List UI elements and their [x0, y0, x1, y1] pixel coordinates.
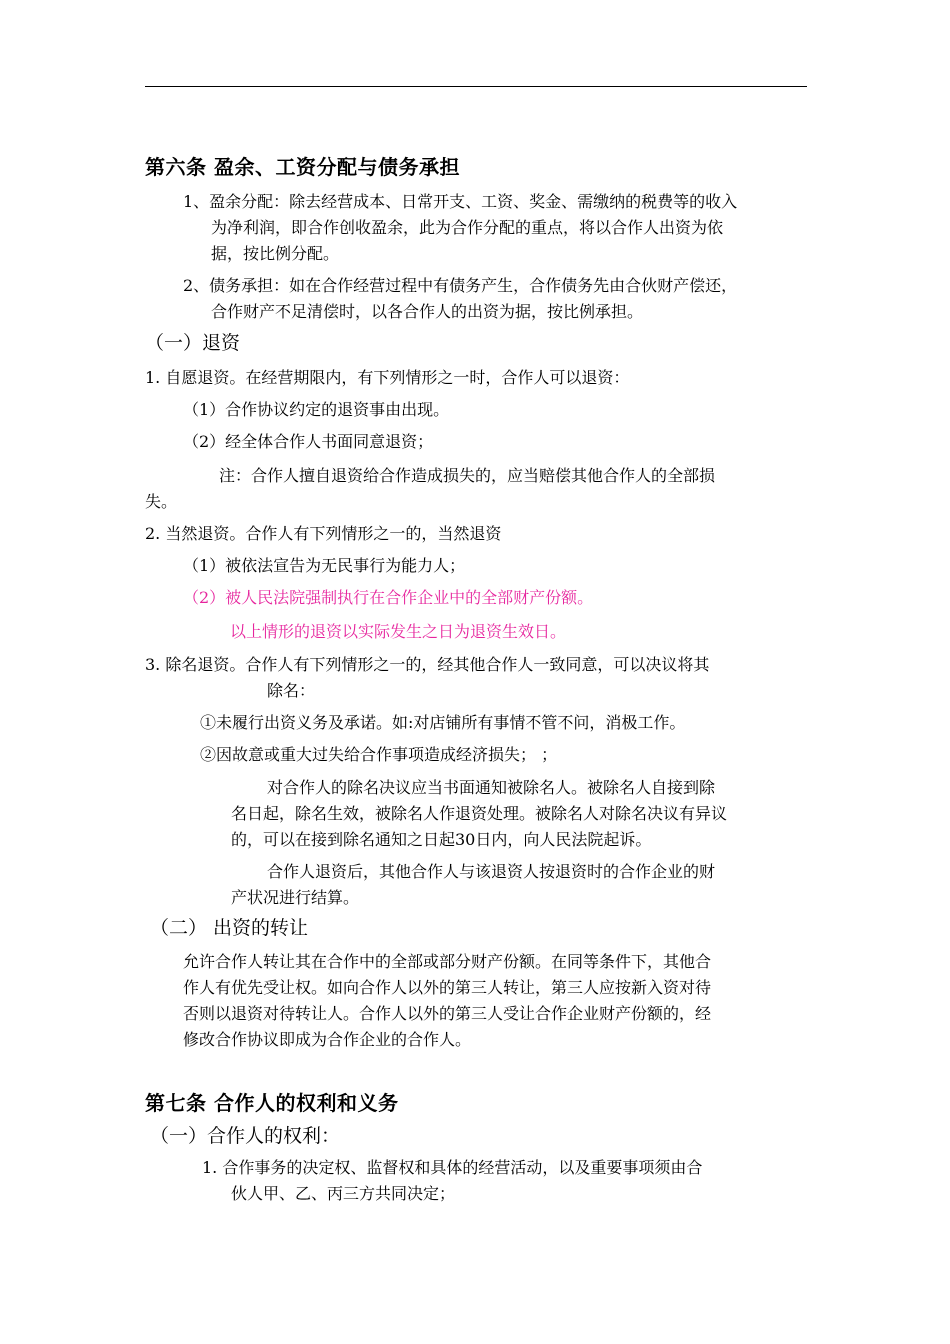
automatic-effective-date: 以上情形的退资以实际发生之日为退资生效日。 — [230, 622, 567, 641]
profit-distribution-line-1: 1、盈余分配：除去经营成本、日常开支、工资、奖金、需缴纳的税费等的收入 — [183, 192, 738, 211]
expulsion-withdrawal-line-1: 3. 除名退资。合作人有下列情形之一的，经其他合作人一致同意，可以决议将其 — [145, 655, 710, 674]
expulsion-case-1: ①未履行出资义务及承诺。如:对店铺所有事情不管不问，消极工作。 — [200, 713, 686, 732]
expulsion-notice-line-2: 名日起，除名生效，被除名人作退资处理。被除名人对除名决议有异议 — [231, 804, 728, 823]
article-7-title: 第七条 合作人的权利和义务 — [145, 1091, 399, 1115]
settlement-line-2: 产状况进行结算。 — [231, 888, 360, 907]
expulsion-case-2: ②因故意或重大过失给合作事项造成经济损失； ； — [200, 745, 558, 764]
note-line-2: 失。 — [145, 492, 178, 511]
debt-bearing-line-1: 2、债务承担：如在合作经营过程中有债务产生，合作债务先由合伙财产偿还， — [183, 276, 738, 295]
transfer-line-1: 允许合作人转让其在合作中的全部或部分财产份额。在同等条件下，其他合 — [183, 952, 712, 971]
note-line-1: 注：合作人擅自退资给合作造成损失的，应当赔偿其他合作人的全部损 — [219, 466, 716, 485]
transfer-line-3: 否则以退资对待转让人。合作人以外的第三人受让合作企业财产份额的，经 — [183, 1004, 712, 1023]
expulsion-notice-line-1: 对合作人的除名决议应当书面通知被除名人。被除名人自接到除 — [267, 778, 716, 797]
section-rights-title: （一）合作人的权利： — [150, 1125, 341, 1147]
article-6-title: 第六条 盈余、工资分配与债务承担 — [145, 155, 460, 179]
transfer-line-4: 修改合作协议即成为合作企业的合作人。 — [183, 1030, 472, 1049]
automatic-case-1: （1）被依法宣告为无民事行为能力人； — [183, 556, 466, 575]
section-withdrawal-title: （一）退资 — [145, 332, 241, 354]
transfer-line-2: 作人有优先受让权。如向合作人以外的第三人转让，第三人应按新入资对待 — [183, 978, 712, 997]
voluntary-case-2: （2）经全体合作人书面同意退资； — [183, 432, 434, 451]
voluntary-withdrawal: 1. 自愿退资。在经营期限内，有下列情形之一时，合作人可以退资： — [145, 368, 630, 387]
automatic-case-2: （2）被人民法院强制执行在合作企业中的全部财产份额。 — [183, 588, 594, 607]
expulsion-withdrawal-line-2: 除名： — [267, 681, 316, 700]
profit-distribution-line-3: 据，按比例分配。 — [211, 244, 340, 263]
section-transfer-title: （二） 出资的转让 — [150, 917, 309, 939]
right-1-line-1: 1. 合作事务的决定权、监督权和具体的经营活动，以及重要事项须由合 — [202, 1158, 703, 1177]
settlement-line-1: 合作人退资后，其他合作人与该退资人按退资时的合作企业的财 — [267, 862, 716, 881]
header-rule — [145, 86, 807, 87]
debt-bearing-line-2: 合作财产不足清偿时，以各合作人的出资为据，按比例承担。 — [211, 302, 644, 321]
automatic-withdrawal: 2. 当然退资。合作人有下列情形之一的，当然退资 — [145, 524, 502, 543]
voluntary-case-1: （1）合作协议约定的退资事由出现。 — [183, 400, 450, 419]
profit-distribution-line-2: 为净利润，即合作创收盈余，此为合作分配的重点，将以合作人出资为依 — [211, 218, 724, 237]
expulsion-notice-line-3: 的，可以在接到除名通知之日起30日内，向人民法院起诉。 — [231, 830, 652, 849]
right-1-line-2: 伙人甲、乙、丙三方共同决定； — [231, 1184, 456, 1203]
